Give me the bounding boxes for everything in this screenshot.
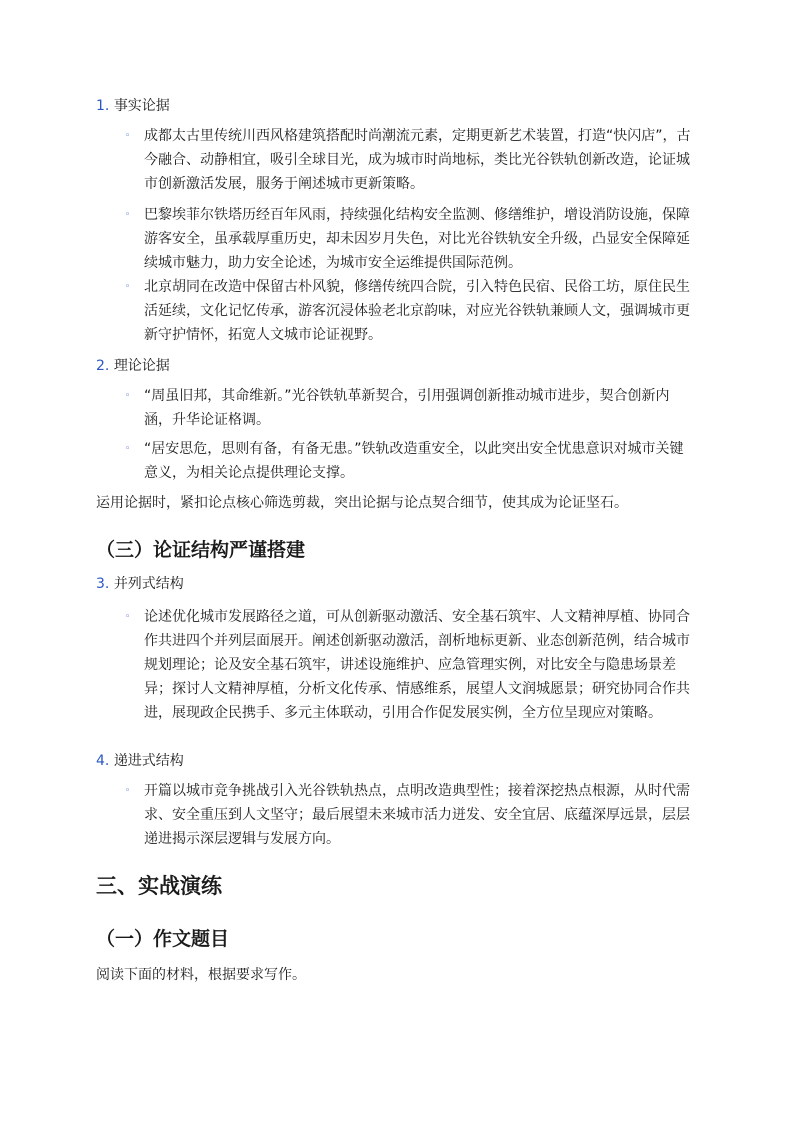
bullet-icon: ◦	[125, 391, 131, 401]
section-heading-structure: （三）论证结构严谨搭建	[96, 539, 306, 561]
list-item: 巴黎埃菲尔铁塔历经百年风雨，持续强化结构安全监测、修缮维护，增设消防设施，保障游客安全，虽承载厚重历史，却未因岁月失色，对比光谷铁轨安全升级，凸显安全保障延续城市魅力，助力安全论述，为城市安全运维提供国际范例。	[144, 207, 690, 271]
list-title: 递进式结构	[113, 753, 184, 769]
list-item: 北京胡同在改造中保留古朴风貌，修缮传统四合院，引入特色民宿、民俗工坊，原住民生活延续，文化记忆传承，游客沉浸体验老北京韵味，对应光谷铁轨兼顾人文，强调城市更新守护情怀，拓宽人文城市论证视野。	[144, 279, 690, 343]
list-number: 1.	[96, 98, 110, 114]
list-item: “周虽旧邦，其命维新。”光谷铁轨革新契合，引用强调创新推动城市进步，契合创新内涵，升华论证格调。	[144, 388, 670, 428]
section-heading-essay: （一）作文题目	[96, 928, 230, 950]
numbered-heading-theory	[96, 356, 170, 376]
bullet-icon: ◦	[125, 786, 131, 796]
numbered-heading-parallel	[96, 574, 184, 594]
list-item: 成都太古里传统川西风格建筑搭配时尚潮流元素，定期更新艺术装置，打造“快闪店”，古今融合、动静相宜，吸引全球目光，成为城市时尚地标，类比光谷铁轨创新改造，论证城市创新激活发展，服务于阐述城市更新策略。	[144, 128, 691, 192]
bullet-icon: ◦	[125, 210, 131, 220]
bullet-icon: ◦	[125, 131, 131, 141]
numbered-heading-progressive	[96, 751, 184, 771]
bullet-icon: ◦	[125, 444, 131, 454]
bullet-icon: ◦	[125, 612, 131, 622]
list-title: 理论论据	[113, 358, 170, 374]
usage-note: 运用论据时，紧扣论点核心筛选剪裁，突出论据与论点契合细节，使其成为论证坚石。	[96, 495, 628, 511]
list-number: 3.	[96, 576, 110, 592]
bullet-icon: ◦	[125, 282, 131, 292]
list-number: 4.	[96, 753, 110, 769]
list-number: 2.	[96, 358, 110, 374]
list-item: 开篇以城市竞争挑战引入光谷铁轨热点，点明改造典型性；接着深挖热点根源，从时代需求、安全重压到人文坚守；最后展望未来城市活力迸发、安全宜居、底蕴深厚远景，层层递进揭示深层逻辑与发展方向。	[144, 783, 690, 847]
section-heading-practice: 三、实战演练	[96, 874, 222, 898]
list-item: “居安思危，思则有备，有备无患。”铁轨改造重安全，以此突出安全忧患意识对城市关键意义，为相关论点提供理论支撑。	[144, 441, 684, 481]
numbered-heading-factual	[96, 96, 170, 116]
list-title: 事实论据	[113, 98, 170, 114]
essay-intro: 阅读下面的材料，根据要求写作。	[96, 967, 306, 983]
list-title: 并列式结构	[113, 576, 184, 592]
list-item: 论述优化城市发展路径之道，可从创新驱动激活、安全基石筑牢、人文精神厚植、协同合作共进四个并列层面展开。阐述创新驱动激活，剖析地标更新、业态创新范例，结合城市规划理论；论及安全基石筑牢，讲述设施维护、应急管理实例，对比安全与隐患场景差异；探讨人文精神厚植，分析文化传承、情感维系，展望人文润城愿景；研究协同合作共进，展现政企民携手、多元主体联动，引用合作促发展实例，全方位呈现应对策略。	[144, 609, 690, 721]
